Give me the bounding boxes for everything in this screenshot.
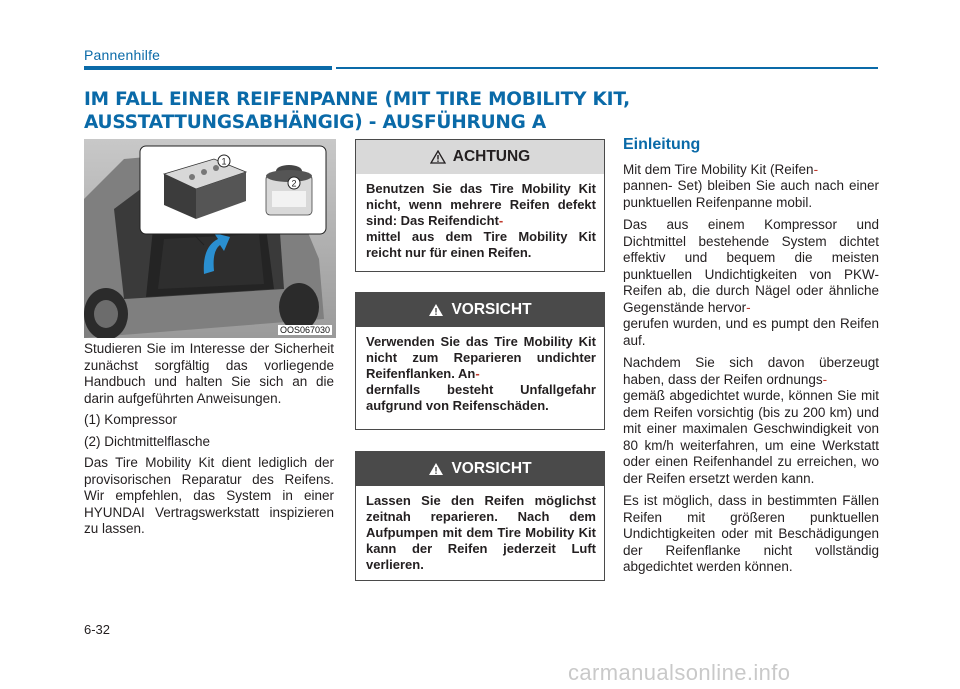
tire-mobility-kit-photo (84, 139, 336, 338)
page-title: IM FALL EINER REIFENPANNE (MIT TIRE MOBILITY KIT, AUSSTATTUNGSABHÄNGIG) - AUSFÜHRUNG A (84, 89, 630, 133)
callout-2: 2 (291, 178, 297, 189)
watermark: carmanualsonline.info (568, 660, 791, 685)
notice-achtung-label: ACHTUNG (452, 148, 531, 165)
figure-id: OOS067030 (279, 325, 330, 335)
notice-achtung-text: Benutzen Sie das Tire Mobility Kit nicht, wenn mehrere Reifen defekt sind: Das Reifendicht- mittel aus dem Tire Mobility Kit reicht nur für einen Reifen. (366, 181, 596, 260)
notice-vorsicht-2-header (356, 452, 604, 486)
notice-achtung (355, 139, 605, 272)
notice-vorsicht-1-text: Verwenden Sie das Tire Mobility Kit nicht zum Reparieren undichter Reifenflanken. An- dernfalls besteht Unfallgefahr aufgrund von Reifenschäden. (366, 334, 596, 413)
paragraph-3: Nachdem Sie sich davon überzeugt haben, dass der Reifen ordnungs- gemäß abgedichtet wurde, können Sie mit dem Reifen vorsichtig (bis zu 200 km) und mit einer maximalen Geschwindigkeit von 80 km/h weiterfahren, um eine Werkstatt oder einen Reifenhandel zu erreichen, wo der Reifen ersetzt werden kann. (623, 355, 879, 486)
warning-triangle-icon (428, 303, 444, 317)
warning-triangle-icon (428, 462, 444, 476)
outro-paragraph: Das Tire Mobility Kit dient lediglich der provisorischen Reparatur des Reifens. Wir empfehlen, das System in einer HYUNDAI Vertragswerkstatt inspizieren zu lassen. (84, 455, 334, 536)
page-number: 6-32 (84, 622, 111, 637)
section-heading: Einleitung (623, 136, 701, 153)
warning-triangle-icon (430, 150, 446, 164)
car-trunk-illustration (84, 139, 336, 338)
notice-vorsicht-1 (355, 292, 605, 430)
left-column (84, 341, 334, 543)
notice-vorsicht-2-text: Lassen Sie den Reifen möglichst zeitnah reparieren. Nach dem Aufpumpen mit dem Tire Mobility Kit kann der Reifen jederzeit Luft verlieren. (366, 493, 596, 572)
list-item-sealant-bottle: (2) Dichtmittelflasche (84, 433, 211, 449)
right-column (623, 137, 879, 582)
paragraph-2: Das aus einem Kompressor und Dichtmittel bestehende System dichtet effektiv und bequem die meisten punktuellen Undichtigkeiten von PKW-Reifen ab, die durch Nägel oder ähnliche Gegenstände hervor- gerufen wurden, und es pumpt den Reifen auf. (623, 217, 879, 348)
list-item-compressor: (1) Kompressor (84, 412, 178, 427)
header-rule-thick (84, 66, 332, 70)
intro-paragraph: Studieren Sie im Interesse der Sicherheit zunächst sorgfältig das vorliegende Handbuch und halten Sie sich an die darin aufgeführten Anweisungen. (84, 341, 334, 406)
paragraph-4: Es ist möglich, dass in bestimmten Fällen Reifen mit größeren punktuellen Undichtigkeiten oder mit Beschädigungen der Reifenflanke nicht vollständig abgedichtet werden können. (623, 493, 879, 574)
callout-1: 1 (221, 156, 227, 167)
notice-vorsicht-2-label: VORSICHT (451, 460, 532, 477)
notice-achtung-header (356, 140, 604, 174)
header-rule-thin (336, 67, 878, 69)
paragraph-1: Mit dem Tire Mobility Kit (Reifen- pannen- Set) bleiben Sie auch nach einer punktuellen Reifenpanne mobil. (623, 161, 879, 210)
section-label: Pannenhilfe (84, 47, 161, 63)
notice-vorsicht-2 (355, 451, 605, 581)
notice-vorsicht-1-label: VORSICHT (451, 301, 532, 318)
notice-vorsicht-1-header (356, 293, 604, 327)
